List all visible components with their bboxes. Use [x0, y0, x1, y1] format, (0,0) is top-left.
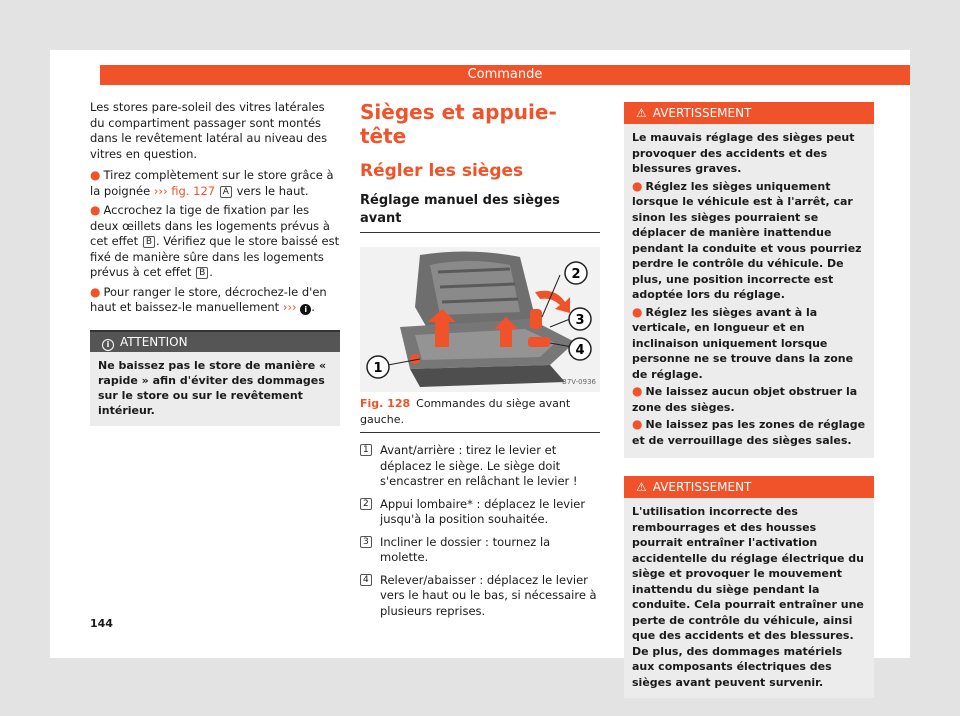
svg-text:4: 4: [575, 343, 585, 358]
middle-column: [360, 100, 600, 626]
bullet-dot-icon: ●: [90, 284, 101, 299]
figure-caption: Fig. 128 Commandes du siège avant gauche.: [360, 392, 600, 433]
list-item: ● Ne laissez pas les zones de réglage et de verrouillage des sièges sales.: [632, 417, 866, 447]
warning-header: ⚠ AVERTISSEMENT: [624, 476, 874, 498]
callout-2: [565, 262, 587, 284]
list-item: ● Réglez les sièges avant à la verticale, en longueur et en inclinaison uniquement lorsque personne ne se trouve dans la zone de réglage.: [632, 304, 854, 381]
bullet-dot-icon: ●: [90, 203, 101, 217]
attention-header: i ATTENTION: [90, 332, 340, 352]
warning-box-seat-adjustment: [624, 102, 874, 458]
info-icon: i: [300, 304, 311, 315]
attention-reference-link[interactable]: ›››: [282, 300, 297, 314]
list-item: 2 Appui lombaire* : déplacez le levier jusqu'à la position souhaitée.: [360, 497, 600, 528]
left-column: [90, 100, 340, 426]
bullet-store-shade: ● Pour ranger le store, décrochez-le d'en haut et baissez-le manuellement ››› i .: [90, 284, 327, 314]
warning-text: Le mauvais réglage des sièges peut provoquer des accidents et des blessures graves. ● Réglez les sièges uniquement lorsque le véhicule est à l'arrêt, car sinon les sièges pourraient se déplacer de manière inattendue pendant la conduite et vous pourriez perdre le contrôle du véhicule. De plus, une position incorrecte est adoptée lors du réglage. ● Réglez les sièges avant à la verticale, en longueur et en inclinaison uniquement lorsque personne ne se trouve dans la zone de réglage. ● Ne laissez aucun objet obstruer la zone des sièges. ● Ne laissez pas les zones de réglage et de verrouillage des sièges sales.: [632, 131, 866, 447]
bullet-dot-icon: ●: [632, 417, 643, 431]
list-item: 1 Avant/arrière : tirez le levier et déplacez le siège. Le siège doit s'encastrer en relâchant le levier !: [360, 443, 600, 490]
attention-box: [90, 330, 340, 426]
right-column: [624, 102, 874, 716]
callout-1: [367, 356, 389, 378]
list-item: ● Réglez les sièges uniquement lorsque le véhicule est à l'arrêt, car sinon les sièges pourraient se déplacer de manière inattendue pendant la conduite et vous pourriez perdre le contrôle du véhicule. De plus, une position incorrecte est adoptée lors du réglage.: [632, 178, 862, 301]
list-item: ● Ne laissez aucun objet obstruer la zone des sièges.: [632, 384, 858, 414]
figure-reference-link[interactable]: ››› fig. 127: [153, 183, 216, 198]
step-number: 2: [360, 498, 372, 510]
callout-4: [569, 338, 591, 360]
svg-text:2: 2: [571, 267, 581, 282]
warning-triangle-icon: ⚠: [636, 106, 647, 120]
warning-header: ⚠ AVERTISSEMENT: [624, 102, 874, 124]
bullet-pull-shade: ● Tirez complètement sur le store grâce à la poignée ››› fig. 127 A vers le haut.: [90, 168, 334, 198]
figure-code: B7V-0936: [562, 377, 596, 386]
svg-text:1: 1: [373, 361, 383, 376]
callout-3: [569, 308, 591, 330]
subsection-title: Réglage manuel des sièges avant: [360, 192, 600, 233]
seat-figure: [360, 247, 600, 392]
info-icon: i: [102, 339, 114, 351]
step-number: 3: [360, 536, 372, 548]
chapter-title: Sièges et appuie-tête: [360, 100, 557, 148]
label-badge: B: [143, 236, 155, 248]
bullet-dot-icon: ●: [632, 384, 643, 398]
step-number: 1: [360, 444, 372, 456]
bullet-dot-icon: ●: [90, 168, 101, 182]
attention-text: Ne baissez pas le store de manière « rapide » afin d'éviter des dommages sur le store ou sur le revêtement intérieur.: [98, 358, 327, 417]
figure-label: Fig. 128: [360, 397, 411, 410]
warning-box-covers: [624, 476, 874, 698]
label-badge: B: [196, 267, 208, 279]
intro-paragraph: Les stores pare-soleil des vitres latérales du compartiment passager sont montés dans le revêtement latéral au niveau des vitres en question.: [90, 100, 328, 161]
page-number: 144: [90, 617, 113, 630]
svg-text:3: 3: [575, 313, 585, 328]
section-header: Commande: [100, 65, 910, 85]
warning-text: L'utilisation incorrecte des rembourrages et des housses pourrait entraîner l'activation accidentelle du réglage électrique du siège et provoquer le mouvement inattendu du siège pendant la conduite. Cela pourrait entraîner une perte de contrôle du véhicule, ainsi que des accidents et des blessures. De plus, des dommages matériels aux composants électriques des sièges avant peuvent survenir.: [632, 505, 864, 689]
warning-triangle-icon: ⚠: [636, 480, 647, 494]
seat-illustration-icon: [360, 247, 600, 392]
section-title: Régler les sièges: [360, 161, 524, 181]
steps-list: [360, 443, 600, 619]
bullet-dot-icon: ●: [632, 304, 643, 319]
step-number: 4: [360, 574, 372, 586]
list-item: 3 Incliner le dossier : tournez la molette.: [360, 535, 600, 566]
list-item: 4 Relever/abaisser : déplacez le levier vers le haut ou le bas, si nécessaire à plusieurs reprises.: [360, 573, 600, 620]
manual-page: [50, 50, 910, 689]
bullet-hook-rod: ● Accrochez la tige de fixation par les deux œillets dans les logements prévus à cet effet B . Vérifiez que le store baissé est fixé de manière sûre dans les logements prévus à cet effet B .: [90, 203, 340, 279]
bullet-dot-icon: ●: [632, 178, 643, 193]
label-badge: A: [220, 186, 232, 198]
